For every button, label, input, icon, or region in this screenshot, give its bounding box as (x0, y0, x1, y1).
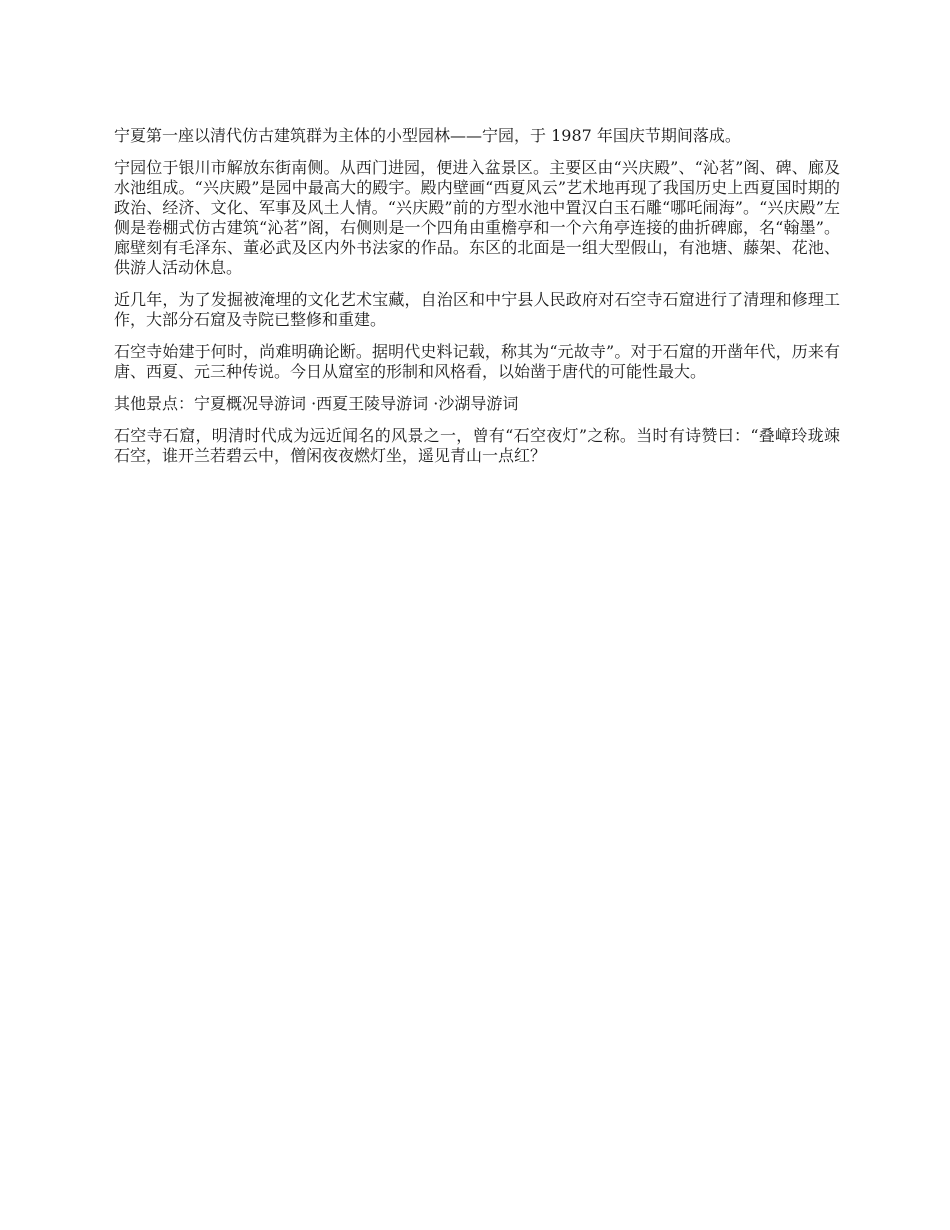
document-body (114, 126, 840, 478)
restoration-paragraph: 近几年，为了发掘被淹埋的文化艺术宝藏，自治区和中宁县人民政府对石空寺石窟进行了清理和修理工作，大部分石窟及寺院已整修和重建。 (114, 290, 840, 329)
ningyuan-description-paragraph: 宁园位于银川市解放东街南侧。从西门进园，便进入盆景区。主要区由“兴庆殿”、“沁茗”阁、碑、廊及水池组成。“兴庆殿”是园中最高大的殿宇。殿内壁画“西夏风云”艺术地再现了我国历史上西夏国时期的政治、经济、文化、军事及风土人情。“兴庆殿”前的方型水池中置汉白玉石雕“哪吒闹海”。“兴庆殿”左侧是卷棚式仿古建筑“沁茗”阁，右侧则是一个四角由重檐亭和一个六角亭连接的曲折碑廊，名“翰墨”。廊壁刻有毛泽东、董必武及区内外书法家的作品。东区的北面是一组大型假山，有池塘、藤架、花池、供游人活动休息。 (114, 158, 840, 277)
shikong-temple-history-paragraph: 石空寺始建于何时，尚难明确论断。据明代史料记载，称其为“元故寺”。对于石窟的开凿年代，历来有唐、西夏、元三种传说。今日从窟室的形制和风格看，以始凿于唐代的可能性最大。 (114, 342, 840, 381)
shikong-grotto-poem-paragraph: 石空寺石窟，明清时代成为远近闻名的风景之一，曾有“石空夜灯”之称。当时有诗赞曰：“叠嶂玲珑竦石空，谁开兰若碧云中，僧闲夜夜燃灯坐，遥见青山一点红？ (114, 426, 840, 465)
other-attractions-paragraph: 其他景点：宁夏概况导游词 ·西夏王陵导游词 ·沙湖导游词 (114, 394, 519, 413)
intro-paragraph: 宁夏第一座以清代仿古建筑群为主体的小型园林——宁园，于 1987 年国庆节期间落成。 (114, 126, 741, 145)
